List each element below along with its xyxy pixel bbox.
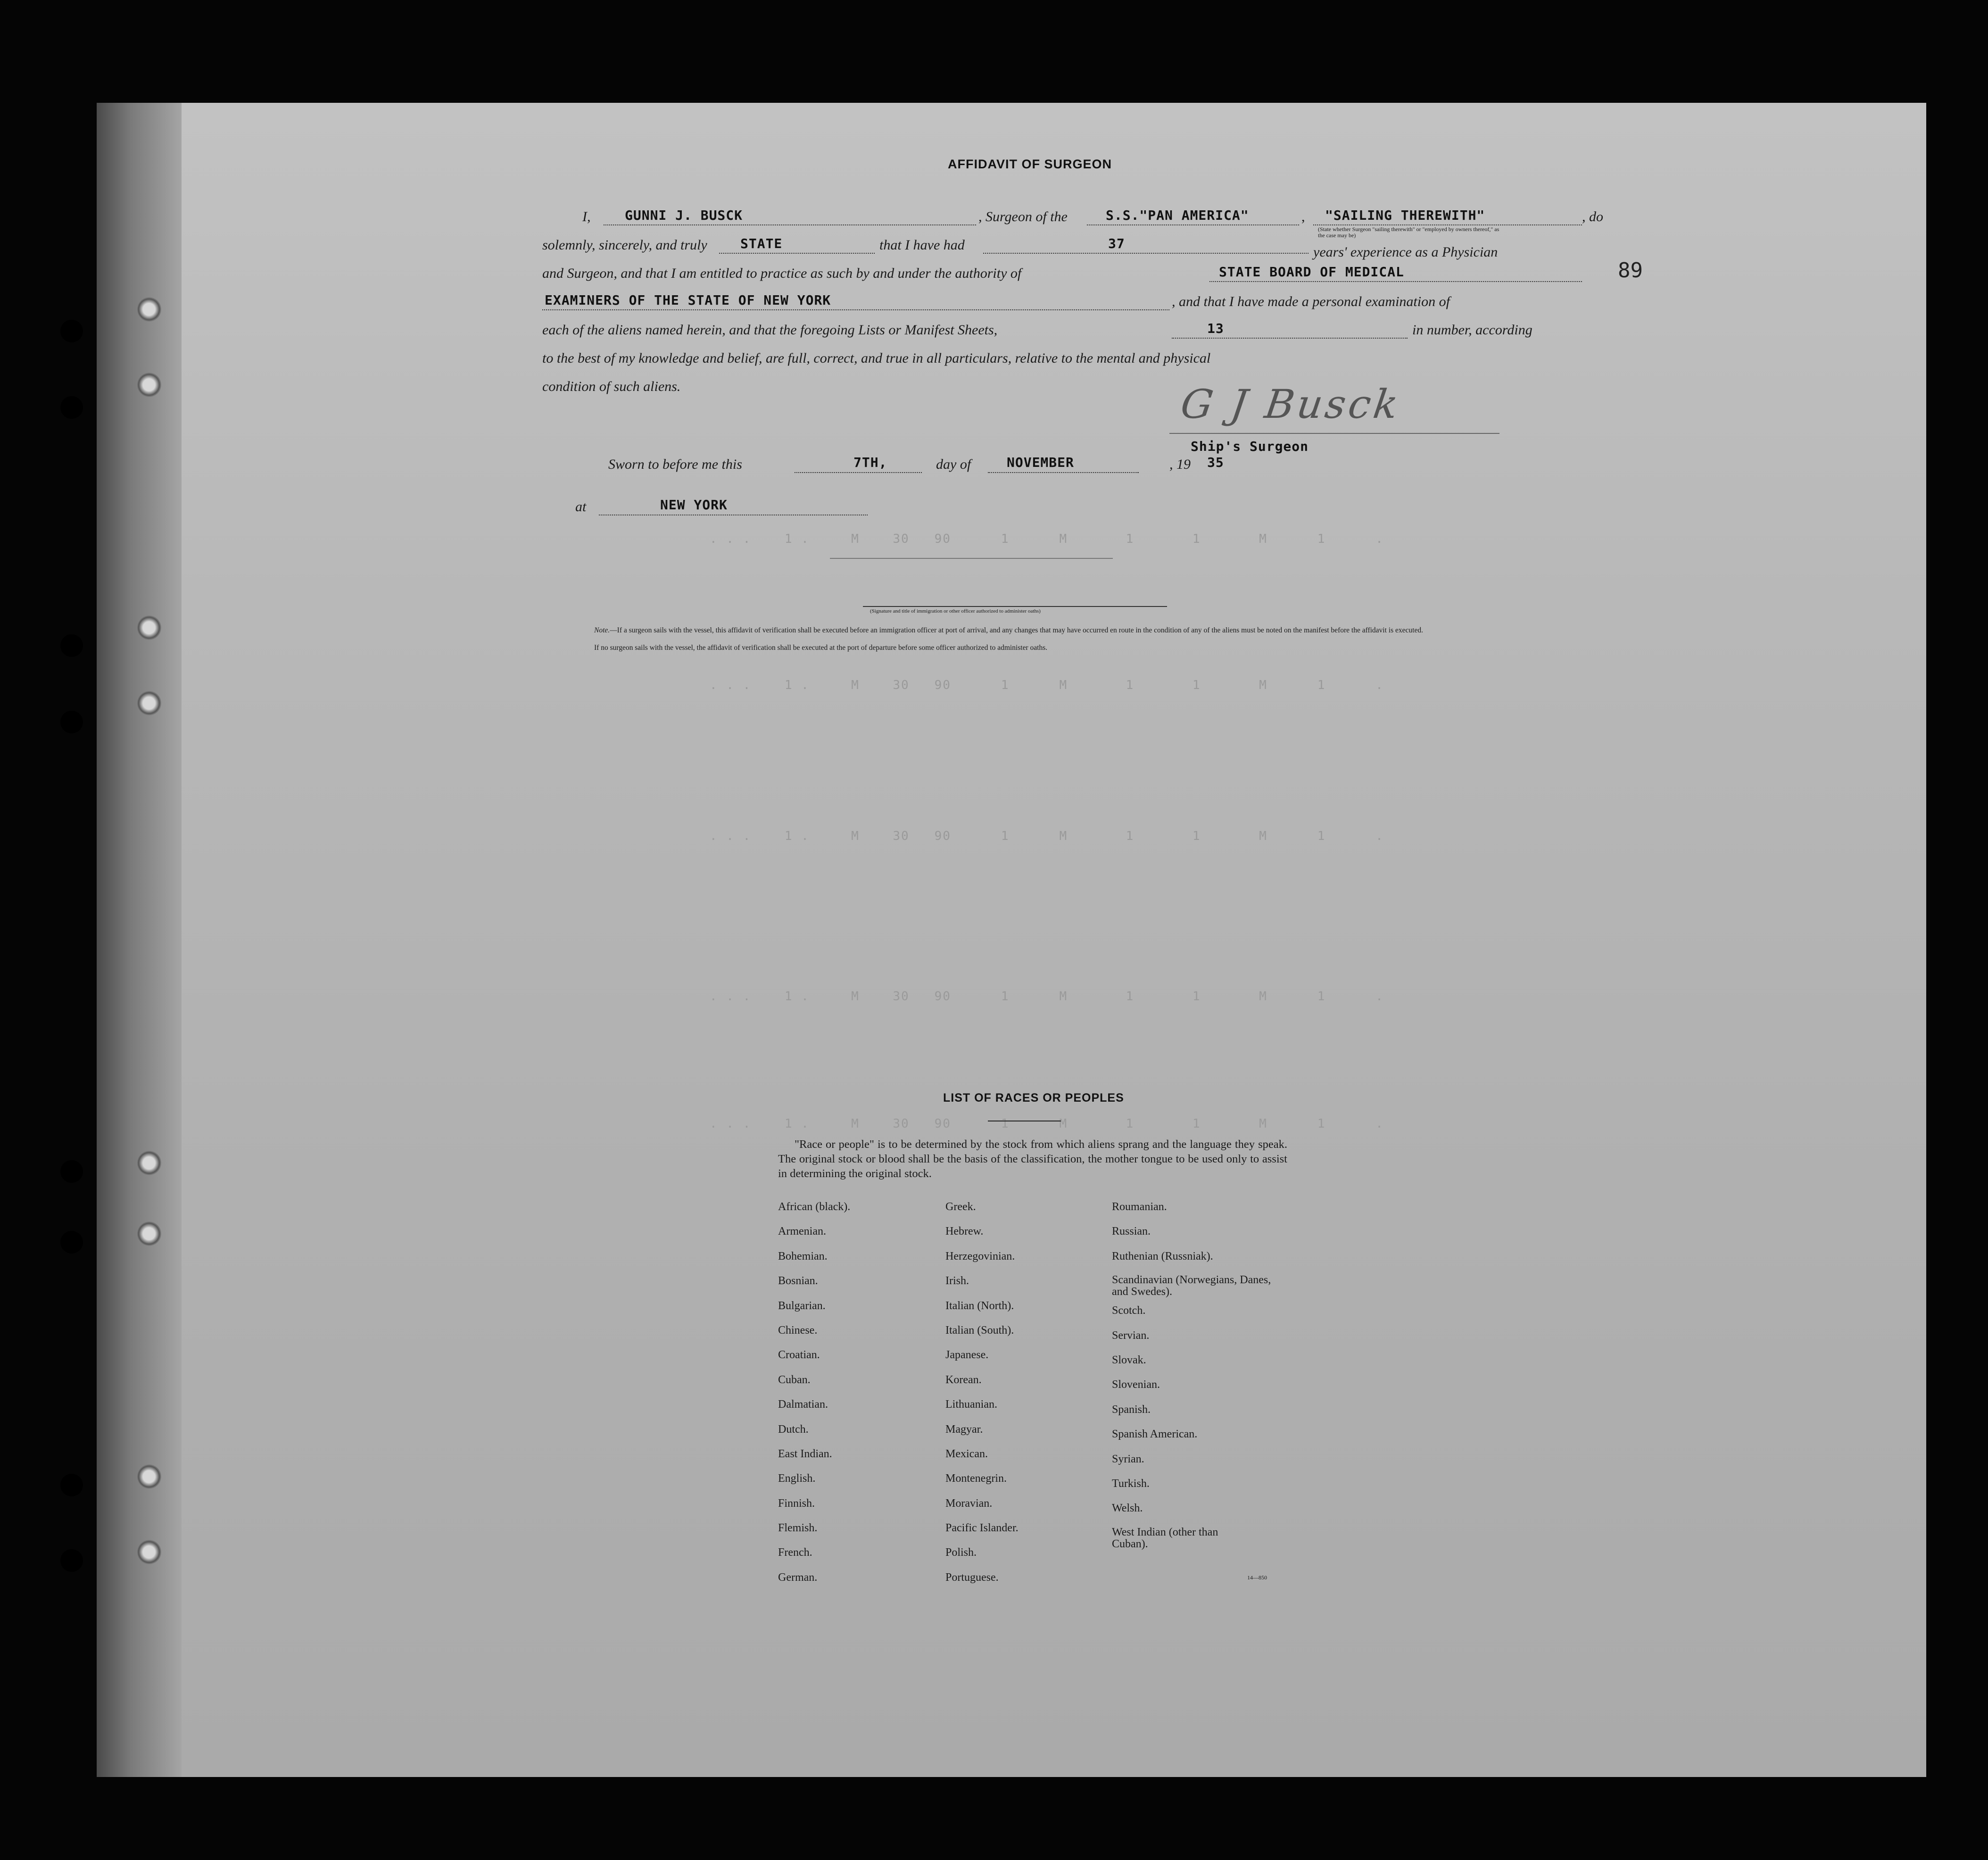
race-entry: Syrian. <box>1112 1453 1144 1465</box>
sheets-count: 13 <box>1207 321 1224 336</box>
binder-hole <box>137 373 161 397</box>
race-entry: Dutch. <box>778 1423 809 1436</box>
race-entry: French. <box>778 1546 812 1559</box>
races-title: LIST OF RACES OR PEOPLES <box>943 1091 1124 1104</box>
race-entry: Polish. <box>945 1546 977 1559</box>
punch-hole <box>60 1160 83 1183</box>
race-entry: Roumanian. <box>1112 1201 1167 1213</box>
comma: , <box>1301 209 1305 224</box>
races-intro: "Race or people" is to be determined by the stock from which aliens sprang and the language they speak. The original stock or blood shall be the basis of the classification, the mother tongue to be used only to assist in determining the original stock. <box>778 1138 1287 1180</box>
sheets-line <box>1172 338 1408 339</box>
race-entry: Moravian. <box>945 1497 993 1510</box>
race-entry: Bohemian. <box>778 1250 828 1262</box>
race-entry: Herzegovinian. <box>945 1250 1015 1262</box>
race-entry: Japanese. <box>945 1349 989 1362</box>
years-experience: 37 <box>1108 236 1125 251</box>
race-entry: Spanish American. <box>1112 1428 1198 1441</box>
races-column-2 <box>945 1200 1101 1595</box>
surgeon-capacity: "SAILING THEREWITH" <box>1325 208 1485 223</box>
sworn-year: 35 <box>1207 455 1224 470</box>
condition-text: condition of such aliens. <box>542 379 681 394</box>
capacity-note: (State whether Surgeon "sailing therewith" or "employed by owners thereof," as the case may be) <box>1318 226 1499 239</box>
note-text: —If a surgeon sails with the vessel, this affidavit of verification shall be executed before an immigration officer at port of arrival, and any changes that may have occurred en route in the condition of any of the aliens must be noted on the manifest before the affidavit is executed. <box>610 626 1423 634</box>
race-entry: Pacific Islander. <box>945 1522 1019 1535</box>
race-entry: Chinese. <box>778 1324 818 1337</box>
race-entry: Scotch. <box>1112 1304 1146 1317</box>
race-entry: Italian (North). <box>945 1299 1014 1312</box>
race-entry: Italian (South). <box>945 1324 1014 1337</box>
race-entry: Mexican. <box>945 1447 988 1460</box>
authority-line-b <box>542 309 1169 310</box>
authority-part-b: EXAMINERS OF THE STATE OF NEW YORK <box>545 292 831 308</box>
capacity-line <box>1313 224 1582 225</box>
sworn-month: NOVEMBER <box>1007 455 1074 470</box>
race-entry: Welsh. <box>1112 1502 1143 1515</box>
race-entry: Scandinavian (Norwegians, Danes, and Swedes). <box>1112 1274 1271 1298</box>
race-entry: Croatian. <box>778 1349 820 1362</box>
binder-hole <box>137 1221 161 1246</box>
affidavit-note <box>594 626 1933 634</box>
race-entry: Korean. <box>945 1373 982 1386</box>
race-entry: Hebrew. <box>945 1225 984 1238</box>
race-entry: Turkish. <box>1112 1477 1150 1490</box>
race-entry: Flemish. <box>778 1522 818 1535</box>
punch-hole <box>60 1474 83 1496</box>
races-column-1 <box>778 1200 934 1595</box>
sworn-day: 7TH, <box>853 455 887 470</box>
years-suffix-text: years' experience as a Physician <box>1313 244 1498 260</box>
bleed-through-text: . . . 1 . M 30 90 1 M 1 1 M 1 . <box>710 532 1384 546</box>
authority-line <box>1209 281 1582 282</box>
race-entry: Greek. <box>945 1201 976 1213</box>
day-of-text: day of <box>936 457 971 472</box>
race-entry: Montenegrin. <box>945 1472 1007 1485</box>
race-entry: Bulgarian. <box>778 1299 826 1312</box>
have-had-text: that I have had <box>879 237 965 253</box>
race-entry: Bosnian. <box>778 1275 818 1287</box>
ship-line <box>1087 224 1299 225</box>
knowledge-text: to the best of my knowledge and belief, are full, correct, and true in all particulars, relative to the mental and physical <box>542 350 1211 366</box>
race-entry: Armenian. <box>778 1225 826 1238</box>
sworn-place: NEW YORK <box>660 497 728 513</box>
officer-signature-line <box>830 558 1113 559</box>
race-entry: Dalmatian. <box>778 1398 828 1411</box>
officer-caption: (Signature and title of immigration or other officer authorized to administer oaths) <box>870 608 1041 614</box>
race-entry: English. <box>778 1472 816 1485</box>
ship-name: S.S."PAN AMERICA" <box>1106 208 1249 223</box>
race-entry: African (black). <box>778 1201 851 1213</box>
examination-text: , and that I have made a personal examination of <box>1172 294 1450 309</box>
page-number: 89 <box>1618 258 1643 282</box>
day-line <box>795 472 922 473</box>
binder-hole <box>137 297 161 322</box>
race-entry: Servian. <box>1112 1329 1150 1342</box>
affidavit-note-2: If no surgeon sails with the vessel, the affidavit of verification shall be executed at the port of departure before some officer authorized to administer oaths. <box>594 644 1048 652</box>
statement-verb: STATE <box>740 236 783 251</box>
manifest-sheets-text: each of the aliens named herein, and that the foregoing Lists or Manifest Sheets, <box>542 322 998 338</box>
bleed-through-text: . . . 1 . M 30 90 1 M 1 1 M 1 . <box>710 678 1384 692</box>
entitled-text: and Surgeon, and that I am entitled to practice as such by and under the authority of <box>542 266 1022 281</box>
binder-hole <box>137 1464 161 1489</box>
signature-line <box>1169 433 1499 434</box>
solemnly-text: solemnly, sincerely, and truly <box>542 237 707 253</box>
punch-hole <box>60 320 83 342</box>
bleed-through-text: . . . 1 . M 30 90 1 M 1 1 M 1 . <box>710 1117 1384 1131</box>
form-code: 14—850 <box>1247 1574 1267 1581</box>
punch-hole <box>60 1231 83 1254</box>
punch-hole <box>60 634 83 657</box>
at-label: at <box>575 499 587 515</box>
surgeon-signature: G J Busck <box>1178 381 1404 427</box>
officer-title-line <box>863 606 1167 607</box>
note-label: Note. <box>594 626 610 634</box>
race-entry: Irish. <box>945 1275 969 1287</box>
binder-hole <box>137 1540 161 1564</box>
race-entry: Slovak. <box>1112 1353 1146 1366</box>
sworn-text: Sworn to before me this <box>608 457 742 472</box>
affidavit-title: AFFIDAVIT OF SURGEON <box>948 157 1112 171</box>
races-column-3 <box>1112 1200 1291 1556</box>
authority-part-a: STATE BOARD OF MEDICAL <box>1219 264 1404 280</box>
race-entry: German. <box>778 1571 818 1584</box>
binder-hole <box>137 1151 161 1175</box>
do-text: , do <box>1582 209 1603 224</box>
year-prefix: , 19 <box>1169 457 1191 472</box>
race-entry: East Indian. <box>778 1447 832 1460</box>
race-entry: Finnish. <box>778 1497 815 1510</box>
bleed-through-text: . . . 1 . M 30 90 1 M 1 1 M 1 . <box>710 829 1384 843</box>
surgeon-of-text: , Surgeon of the <box>978 209 1068 224</box>
manifest-sheet <box>97 103 1926 1777</box>
race-entry: West Indian (other than Cuban). <box>1112 1526 1218 1550</box>
punch-hole <box>60 711 83 733</box>
race-entry: Slovenian. <box>1112 1378 1160 1391</box>
affidavit-prefix: I, <box>582 209 591 224</box>
punch-hole <box>60 396 83 419</box>
race-entry: Cuban. <box>778 1373 811 1386</box>
race-entry: Lithuanian. <box>945 1398 997 1411</box>
punch-hole <box>60 1549 83 1572</box>
verb-line <box>719 253 875 254</box>
bleed-through-text: . . . 1 . M 30 90 1 M 1 1 M 1 . <box>710 989 1384 1004</box>
in-number-text: in number, according <box>1412 322 1532 338</box>
binder-hole <box>137 691 161 715</box>
race-entry: Portuguese. <box>945 1571 999 1584</box>
binder-hole <box>137 615 161 640</box>
race-entry: Spanish. <box>1112 1403 1151 1416</box>
surgeon-name-line <box>604 224 976 225</box>
race-entry: Russian. <box>1112 1225 1151 1238</box>
signature-label: Ship's Surgeon <box>1191 439 1309 454</box>
race-entry: Ruthenian (Russniak). <box>1112 1250 1213 1262</box>
race-entry: Magyar. <box>945 1423 983 1436</box>
years-line <box>983 253 1309 254</box>
surgeon-name: GUNNI J. BUSCK <box>625 208 743 223</box>
month-line <box>988 472 1139 473</box>
